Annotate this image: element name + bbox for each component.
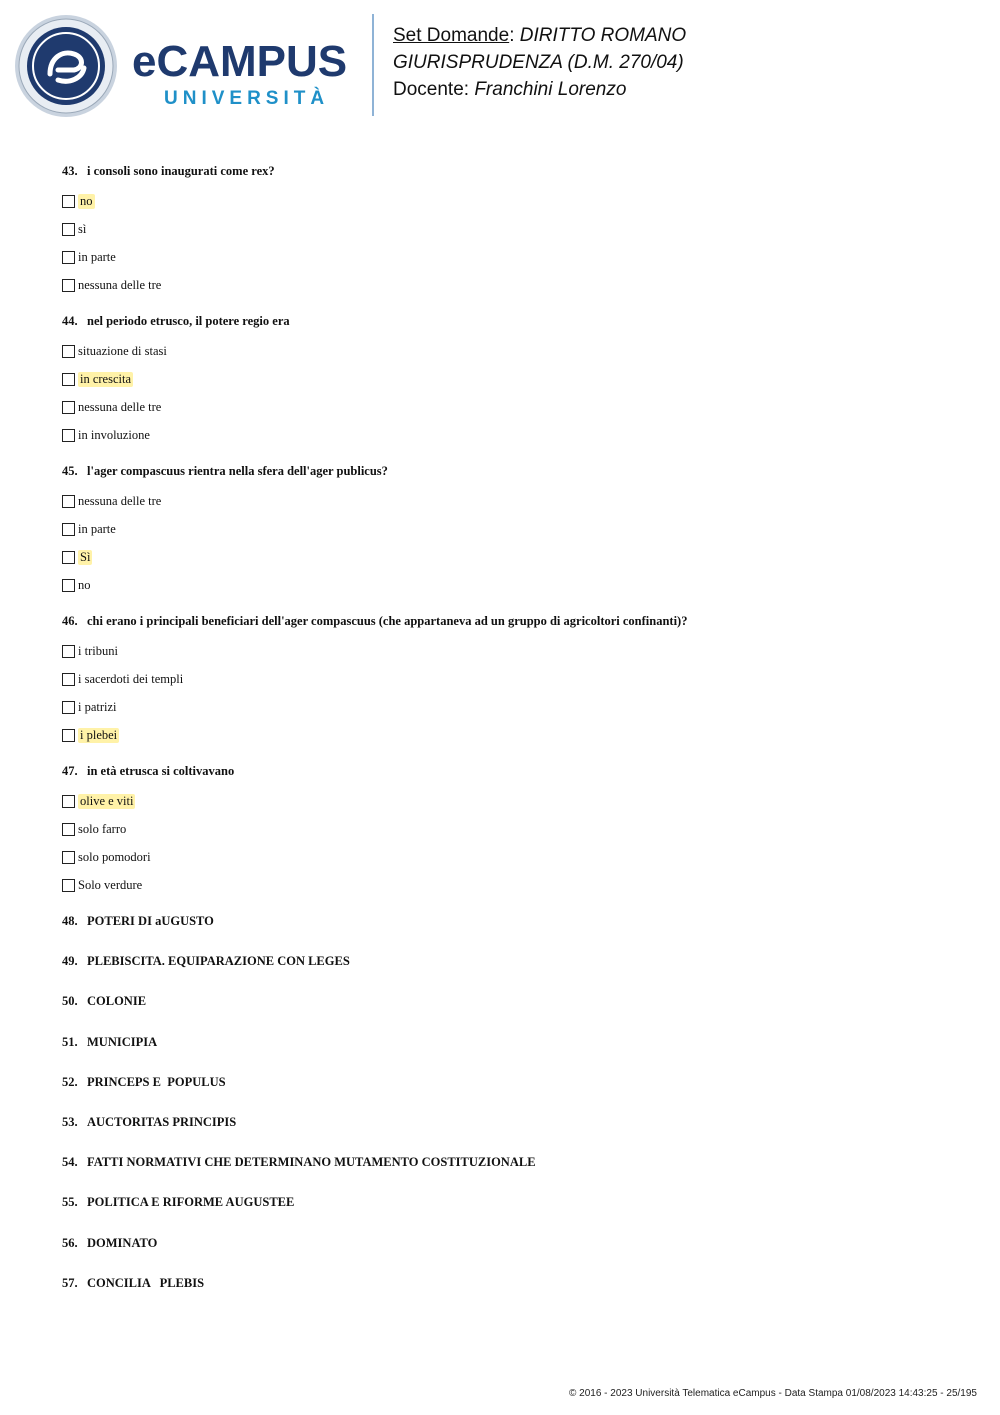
question-title <box>62 311 962 331</box>
page-header <box>0 0 1000 130</box>
docente-name: Franchini Lorenzo <box>474 79 627 100</box>
answer-label: solo pomodori <box>78 849 151 864</box>
open-question <box>62 951 962 991</box>
answer-label: i tribuni <box>78 643 118 658</box>
question-block <box>62 611 962 749</box>
answer-option[interactable] <box>62 871 962 899</box>
question-title <box>62 611 962 631</box>
question-text: nel periodo etrusco, il potere regio era <box>87 314 290 328</box>
question-number: 46. <box>62 614 78 628</box>
question-text: in età etrusca si coltivavano <box>87 764 235 778</box>
answer-label: no <box>78 577 91 592</box>
question-number: 44. <box>62 314 78 328</box>
question-text: POTERI DI aUGUSTO <box>87 914 214 928</box>
question-text: FATTI NORMATIVI CHE DETERMINANO MUTAMENTO COSTITUZIONALE <box>87 1155 536 1170</box>
question-text: i consoli sono inaugurati come rex? <box>87 164 275 178</box>
answer-checkbox[interactable] <box>62 879 75 892</box>
answer-checkbox[interactable] <box>62 429 75 442</box>
page-footer: © 2016 - 2023 Università Telematica eCampus - Data Stampa 01/08/2023 14:43:25 - 25/195 <box>569 1388 977 1399</box>
question-text: AUCTORITAS PRINCIPIS <box>87 1114 237 1129</box>
open-question <box>62 911 962 951</box>
answer-checkbox[interactable] <box>62 645 75 658</box>
question-text: COLONIE <box>87 994 147 1009</box>
question-text: MUNICIPIA <box>87 1034 158 1049</box>
open-question <box>62 1152 962 1192</box>
question-number: 56. <box>62 1235 78 1250</box>
answer-checkbox[interactable] <box>62 673 75 686</box>
answer-label-highlighted: i plebei <box>80 727 118 742</box>
answer-checkbox[interactable] <box>62 373 75 386</box>
open-question <box>62 1273 962 1313</box>
course-info <box>393 22 686 103</box>
answer-option[interactable] <box>62 393 962 421</box>
question-number: 43. <box>62 164 78 178</box>
answer-label: i patrizi <box>78 699 117 714</box>
open-question <box>62 1192 962 1232</box>
answer-option[interactable] <box>62 515 962 543</box>
answer-option[interactable] <box>62 815 962 843</box>
brand-name: eCAMPUS <box>132 37 348 86</box>
answer-label: solo farro <box>78 821 127 836</box>
answer-option[interactable] <box>62 337 962 365</box>
question-block <box>62 311 962 449</box>
question-number: 53. <box>62 1114 78 1129</box>
answer-option[interactable] <box>62 721 962 749</box>
set-label: Set Domande <box>393 25 510 46</box>
question-title <box>62 161 962 181</box>
question-text: CONCILIA PLEBIS <box>87 1275 205 1290</box>
question-number: 48. <box>62 914 78 928</box>
answer-option[interactable] <box>62 543 962 571</box>
question-number: 45. <box>62 464 78 478</box>
question-number: 52. <box>62 1074 78 1089</box>
question-number: 51. <box>62 1034 78 1049</box>
answer-option[interactable] <box>62 843 962 871</box>
answer-label-highlighted: Sì <box>80 549 91 564</box>
answer-label-highlighted: no <box>80 193 93 208</box>
question-number: 50. <box>62 994 78 1009</box>
question-number: 47. <box>62 764 78 778</box>
answer-checkbox[interactable] <box>62 279 75 292</box>
open-question <box>62 1032 962 1072</box>
answer-checkbox[interactable] <box>62 795 75 808</box>
answer-option[interactable] <box>62 215 962 243</box>
open-question <box>62 1072 962 1112</box>
answer-option[interactable] <box>62 665 962 693</box>
answer-checkbox[interactable] <box>62 701 75 714</box>
open-question <box>62 1233 962 1273</box>
answer-option[interactable] <box>62 421 962 449</box>
answer-label-highlighted: olive e viti <box>80 793 134 808</box>
answer-label: Solo verdure <box>78 877 143 892</box>
open-question <box>62 991 962 1031</box>
answer-option[interactable] <box>62 243 962 271</box>
answer-label: i sacerdoti dei templi <box>78 671 184 686</box>
answer-checkbox[interactable] <box>62 401 75 414</box>
answer-option[interactable] <box>62 693 962 721</box>
answer-label-highlighted: in crescita <box>80 371 132 386</box>
answer-checkbox[interactable] <box>62 851 75 864</box>
brand-subtitle: UNIVERSITÀ <box>164 88 330 109</box>
question-number: 49. <box>62 954 78 969</box>
open-question <box>62 1112 962 1152</box>
answer-label: nessuna delle tre <box>78 399 162 414</box>
docente-label: Docente: <box>393 79 475 100</box>
header-divider <box>372 14 374 116</box>
question-number: 57. <box>62 1275 78 1290</box>
answer-label: situazione di stasi <box>78 343 167 358</box>
answer-checkbox[interactable] <box>62 579 75 592</box>
answer-checkbox[interactable] <box>62 495 75 508</box>
answer-checkbox[interactable] <box>62 223 75 236</box>
course-program: GIURISPRUDENZA (D.M. 270/04) <box>393 52 684 73</box>
ecampus-seal-icon <box>14 14 118 118</box>
question-block <box>62 161 962 299</box>
question-block <box>62 461 962 599</box>
question-text: l'ager compascuus rientra nella sfera dell'ager publicus? <box>87 464 388 478</box>
course-title: DIRITTO ROMANO <box>519 25 687 46</box>
answer-checkbox[interactable] <box>62 195 75 208</box>
answer-option[interactable] <box>62 487 962 515</box>
answer-option[interactable] <box>62 637 962 665</box>
answer-label: in parte <box>78 521 116 536</box>
answer-label: in involuzione <box>78 427 150 442</box>
question-number: 55. <box>62 1195 78 1210</box>
answer-checkbox[interactable] <box>62 523 75 536</box>
answer-label: in parte <box>78 249 116 264</box>
answer-checkbox[interactable] <box>62 345 75 358</box>
question-title <box>62 761 962 781</box>
answer-label: nessuna delle tre <box>78 493 162 508</box>
answer-option[interactable] <box>62 271 962 299</box>
answer-checkbox[interactable] <box>62 551 75 564</box>
answer-label: nessuna delle tre <box>78 277 162 292</box>
answer-option[interactable] <box>62 365 962 393</box>
answer-option[interactable] <box>62 787 962 815</box>
question-list <box>62 161 962 1313</box>
question-text: DOMINATO <box>87 1235 158 1250</box>
question-text: chi erano i principali beneficiari dell'ager compascuus (che appartaneva ad un gruppo di agricoltori confinanti)? <box>87 614 688 628</box>
answer-option[interactable] <box>62 187 962 215</box>
answer-checkbox[interactable] <box>62 729 75 742</box>
answer-checkbox[interactable] <box>62 823 75 836</box>
question-text: PRINCEPS E POPULUS <box>87 1074 226 1089</box>
answer-checkbox[interactable] <box>62 251 75 264</box>
question-title <box>62 461 962 481</box>
brand-logo <box>132 37 348 110</box>
question-block <box>62 761 962 899</box>
answer-label: sì <box>78 221 87 236</box>
question-number: 54. <box>62 1155 78 1170</box>
set-colon: : <box>509 25 520 46</box>
answer-option[interactable] <box>62 571 962 599</box>
question-text: POLITICA E RIFORME AUGUSTEE <box>87 1195 295 1210</box>
question-text: PLEBISCITA. EQUIPARAZIONE CON LEGES <box>87 954 350 969</box>
